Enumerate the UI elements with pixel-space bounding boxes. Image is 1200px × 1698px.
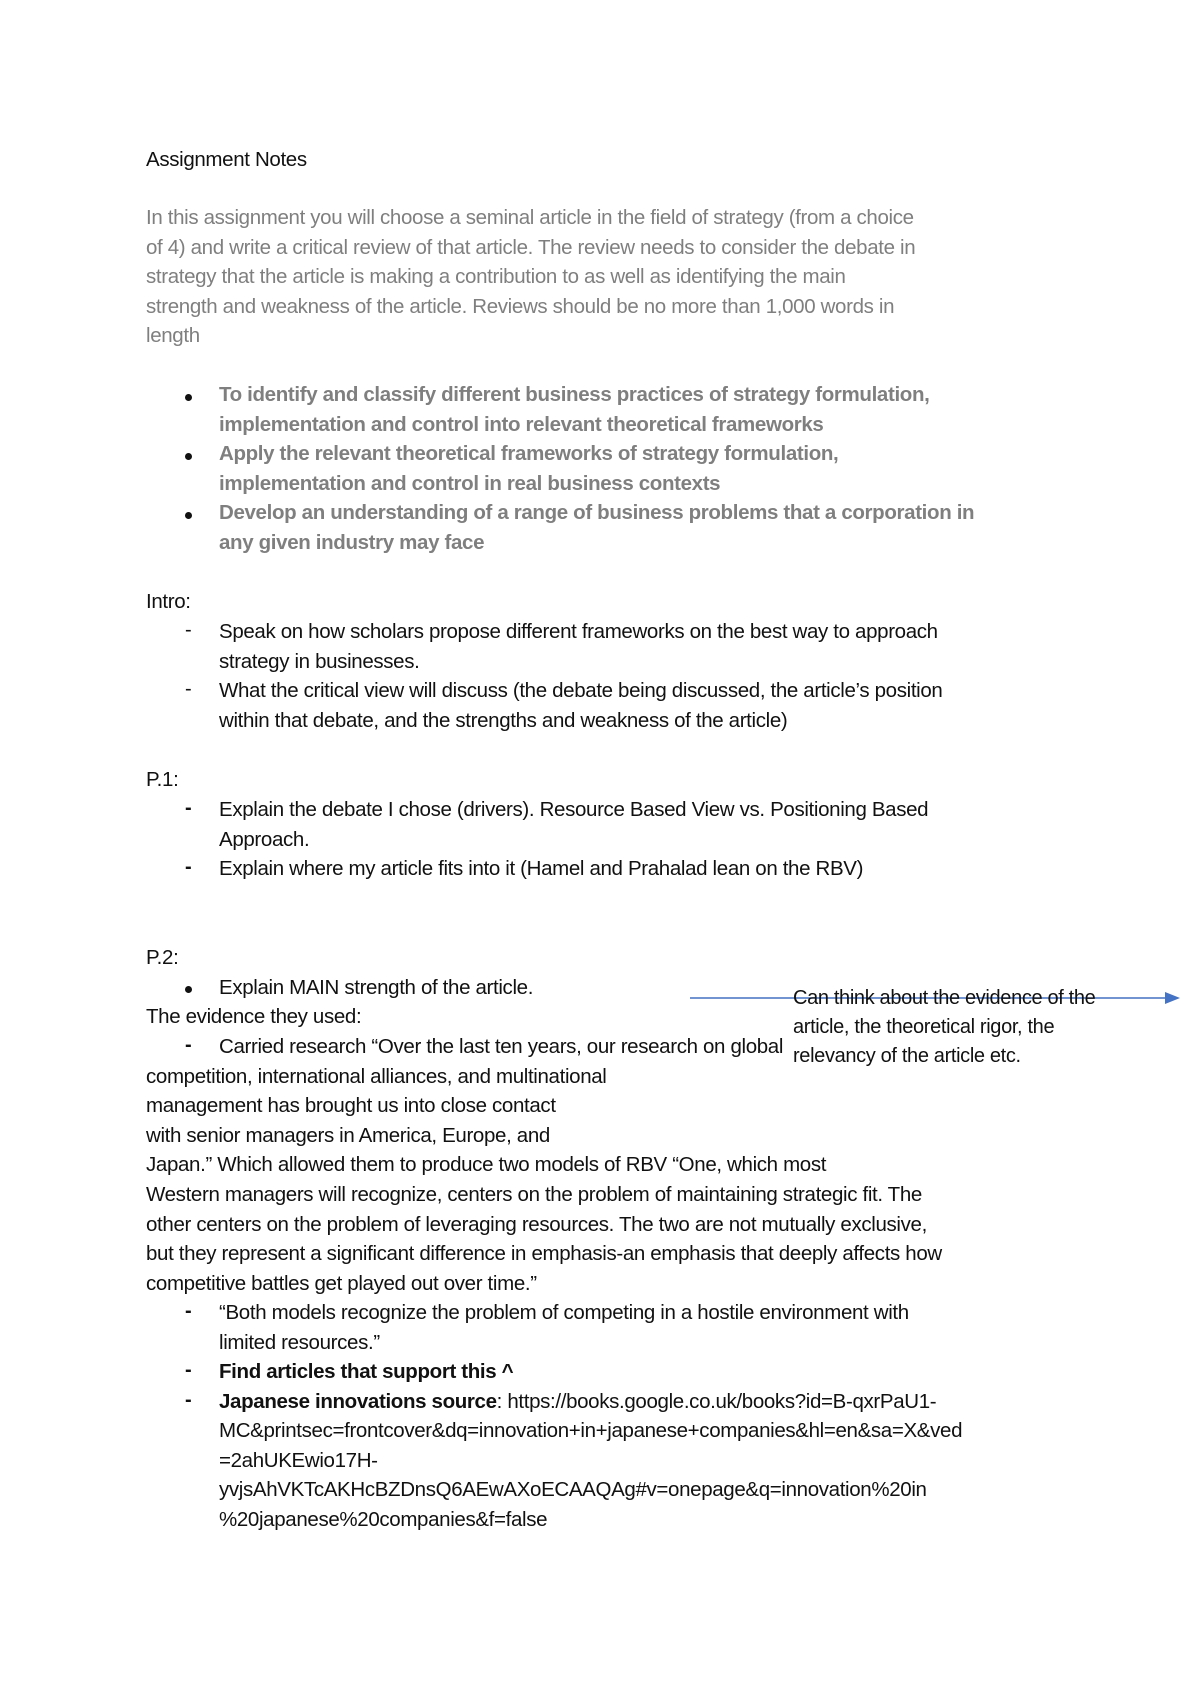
intro-item-line: strategy in businesses. bbox=[219, 650, 420, 673]
intro-item-line: within that debate, and the strengths and weakness of the article) bbox=[219, 709, 788, 732]
research-line: Western managers will recognize, centers on the problem of maintaining strategic fit. The bbox=[146, 1183, 922, 1206]
source-url-part[interactable]: =2ahUKEwio17H- bbox=[219, 1449, 378, 1472]
research-line: other centers on the problem of leveraging resources. The two are not mutually exclusive, bbox=[146, 1213, 927, 1236]
research-line: Carried research “Over the last ten years, our research on global bbox=[219, 1035, 784, 1058]
research-line: management has brought us into close contact bbox=[146, 1094, 556, 1117]
dash-icon: - bbox=[185, 797, 192, 819]
bullet-icon bbox=[185, 512, 192, 519]
research-line: competitive battles get played out over time.” bbox=[146, 1272, 537, 1295]
dash-icon: - bbox=[185, 1389, 192, 1411]
source-url-part[interactable]: : https://books.google.co.uk/books?id=B-qxrPaU1- bbox=[496, 1390, 937, 1413]
intro-item-line: What the critical view will discuss (the debate being discussed, the article’s position bbox=[219, 679, 943, 702]
intro-heading: Intro: bbox=[146, 590, 191, 613]
objective-line: any given industry may face bbox=[219, 531, 485, 554]
p2-bullet: Explain MAIN strength of the article. bbox=[219, 976, 534, 999]
p1-item-line: Explain the debate I chose (drivers). Resource Based View vs. Positioning Based bbox=[219, 798, 929, 821]
comment-line: relevancy of the article etc. bbox=[793, 1045, 1021, 1067]
source-url-part[interactable]: MC&printsec=frontcover&dq=innovation+in+japanese+companies&hl=en&sa=X&ved bbox=[219, 1419, 963, 1442]
dash-icon: - bbox=[185, 1034, 192, 1056]
find-articles-note: Find articles that support this ^ bbox=[219, 1360, 514, 1383]
p2-heading: P.2: bbox=[146, 946, 179, 969]
source-label: Japanese innovations source bbox=[219, 1390, 497, 1413]
p1-item-line: Approach. bbox=[219, 828, 310, 851]
source-url-part[interactable]: %20japanese%20companies&f=false bbox=[219, 1508, 548, 1531]
dash-icon: - bbox=[185, 1300, 192, 1322]
source-line-first bbox=[219, 1390, 936, 1414]
comment-line: article, the theoretical rigor, the bbox=[793, 1016, 1055, 1038]
dash-icon: - bbox=[185, 619, 192, 641]
dash-icon: - bbox=[185, 1359, 192, 1381]
intro-paragraph-line: length bbox=[146, 324, 200, 347]
objective-line: Develop an understanding of a range of business problems that a corporation in bbox=[219, 501, 975, 524]
research-line: Japan.” Which allowed them to produce two models of RBV “One, which most bbox=[146, 1153, 827, 1176]
research-line: but they represent a significant difference in emphasis-an emphasis that deeply affects how bbox=[146, 1242, 942, 1265]
comment-line: Can think about the evidence of the bbox=[793, 987, 1096, 1009]
p1-heading: P.1: bbox=[146, 768, 179, 791]
bullet-icon bbox=[185, 453, 192, 460]
document-title: Assignment Notes bbox=[146, 148, 307, 171]
source-url-part[interactable]: yvjsAhVKTcAKHcBZDnsQ6AEwAXoECAAQAg#v=onepage&q=innovation%20in bbox=[219, 1478, 927, 1501]
dash-icon: - bbox=[185, 678, 192, 700]
bullet-icon bbox=[185, 394, 192, 401]
objective-line: implementation and control into relevant theoretical frameworks bbox=[219, 413, 824, 436]
intro-paragraph-line: In this assignment you will choose a seminal article in the field of strategy (from a choice bbox=[146, 206, 914, 229]
research-line: with senior managers in America, Europe, and bbox=[146, 1124, 550, 1147]
intro-item-line: Speak on how scholars propose different frameworks on the best way to approach bbox=[219, 620, 938, 643]
quote-line: “Both models recognize the problem of competing in a hostile environment with bbox=[219, 1301, 909, 1324]
intro-paragraph-line: of 4) and write a critical review of that article. The review needs to consider the debate in bbox=[146, 236, 916, 259]
quote-line: limited resources.” bbox=[219, 1331, 380, 1354]
bullet-icon bbox=[185, 986, 192, 993]
dash-icon: - bbox=[185, 856, 192, 878]
intro-paragraph-line: strength and weakness of the article. Reviews should be no more than 1,000 words in bbox=[146, 295, 895, 318]
objective-line: Apply the relevant theoretical frameworks of strategy formulation, bbox=[219, 442, 839, 465]
objective-line: implementation and control in real business contexts bbox=[219, 472, 721, 495]
research-line: competition, international alliances, and multinational bbox=[146, 1065, 607, 1088]
p1-item-line: Explain where my article fits into it (Hamel and Prahalad lean on the RBV) bbox=[219, 857, 864, 880]
objective-line: To identify and classify different business practices of strategy formulation, bbox=[219, 383, 930, 406]
intro-paragraph-line: strategy that the article is making a contribution to as well as identifying the main bbox=[146, 265, 846, 288]
evidence-label: The evidence they used: bbox=[146, 1005, 362, 1028]
